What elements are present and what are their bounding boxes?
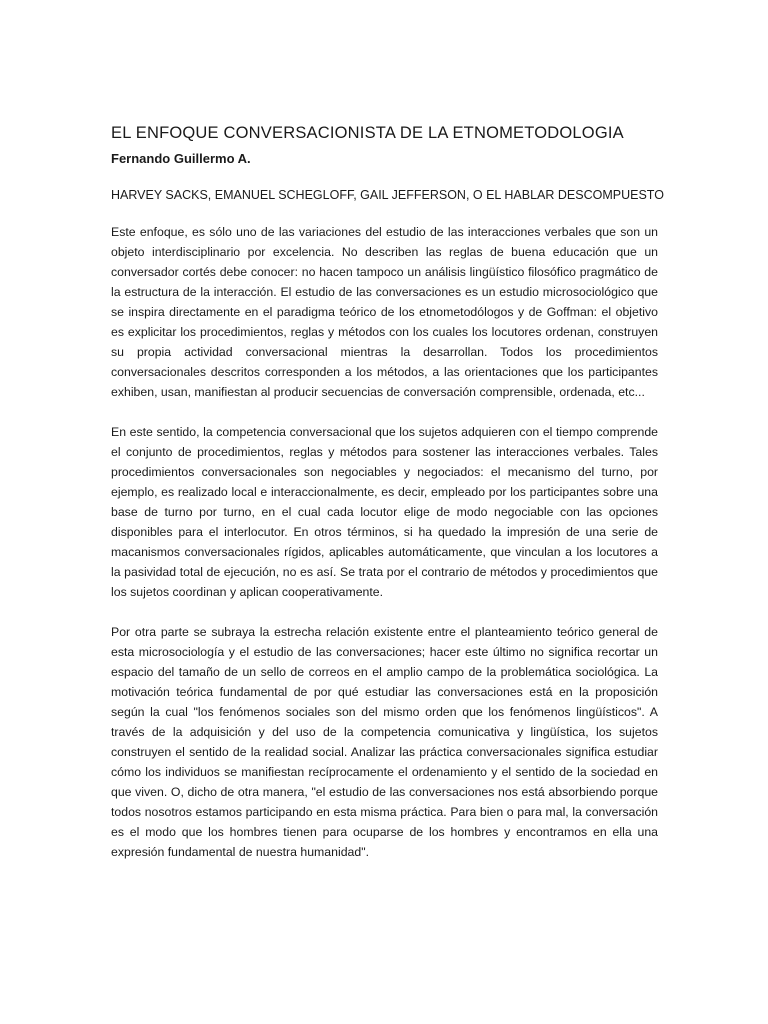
paragraph-2: En este sentido, la competencia conversacional que los sujetos adquieren con el tiempo comprende el conjunto de procedimientos, reglas y métodos para sostener las interacciones verbales. Tales procedimientos conversacionales son negociables y negociados: el mecanismo del turno, por ejemplo, es realizado local e interaccionalmente, es decir, empleado por los participantes sobre una base de turno por turno, en el cual cada locutor elige de modo negociable con las opciones disponibles para el interlocutor. En otros términos, si ha quedado la impresión de una serie de macanismos conversacionales rígidos, aplicables automáticamente, que vinculan a los locutores a la pasividad total de ejecución, no es así. Se trata por el contrario de métodos y procedimientos que los sujetos coordinan y aplican cooperativamente. — [111, 425, 658, 599]
document-subtitle: HARVEY SACKS, EMANUEL SCHEGLOFF, GAIL JEFFERSON, O EL HABLAR DESCOMPUESTO — [111, 188, 664, 202]
document-author: Fernando Guillermo A. — [111, 151, 251, 166]
document-page — [111, 122, 664, 882]
document-title: EL ENFOQUE CONVERSACIONISTA DE LA ETNOMETODOLOGIA — [111, 124, 624, 142]
paragraph-3: Por otra parte se subraya la estrecha relación existente entre el planteamiento teórico general de esta microsociología y el estudio de las conversaciones; hacer este último no significa recortar un espacio del tamaño de un sello de correos en el amplio campo de la problemática sociológica. La motivación teórica fundamental de por qué estudiar las conversaciones está en la proposición según la cual "los fenómenos sociales son del mismo orden que los fenómenos lingüísticos". A través de la adquisición y del uso de la competencia comunicativa y lingüística, los sujetos construyen el sentido de la realidad social. Analizar las práctica conversacionales significa estudiar cómo los individuos se manifiestan recíprocamente el ordenamiento y el sentido de la sociedad en que viven. O, dicho de otra manera, "el estudio de las conversaciones nos está absorbiendo porque todos nosotros estamos participando en esta misma práctica. Para bien o para mal, la conversación es el modo que los hombres tienen para ocuparse de los hombres y encontramos en ella una expresión fundamental de nuestra humanidad". — [111, 625, 658, 859]
paragraph-1: Este enfoque, es sólo uno de las variaciones del estudio de las interacciones verbales que son un objeto interdisciplinario por excelencia. No describen las reglas de buena educación que un conversador cortés debe conocer: no hacen tampoco un análisis lingüístico filosófico pragmático de la estructura de la interacción. El estudio de las conversaciones es un estudio microsociológico que se inspira directamente en el paradigma teórico de los etnometodólogos y de Goffman: el objetivo es explicitar los procedimientos, reglas y métodos con los cuales los locutores ordenan, construyen su propia actividad conversacional mientras la desarrollan. Todos los procedimientos conversacionales descritos corresponden a los métodos, a las orientaciones que los participantes exhiben, usan, manifiestan al producir secuencias de conversación comprensible, ordenada, etc... — [111, 225, 658, 399]
